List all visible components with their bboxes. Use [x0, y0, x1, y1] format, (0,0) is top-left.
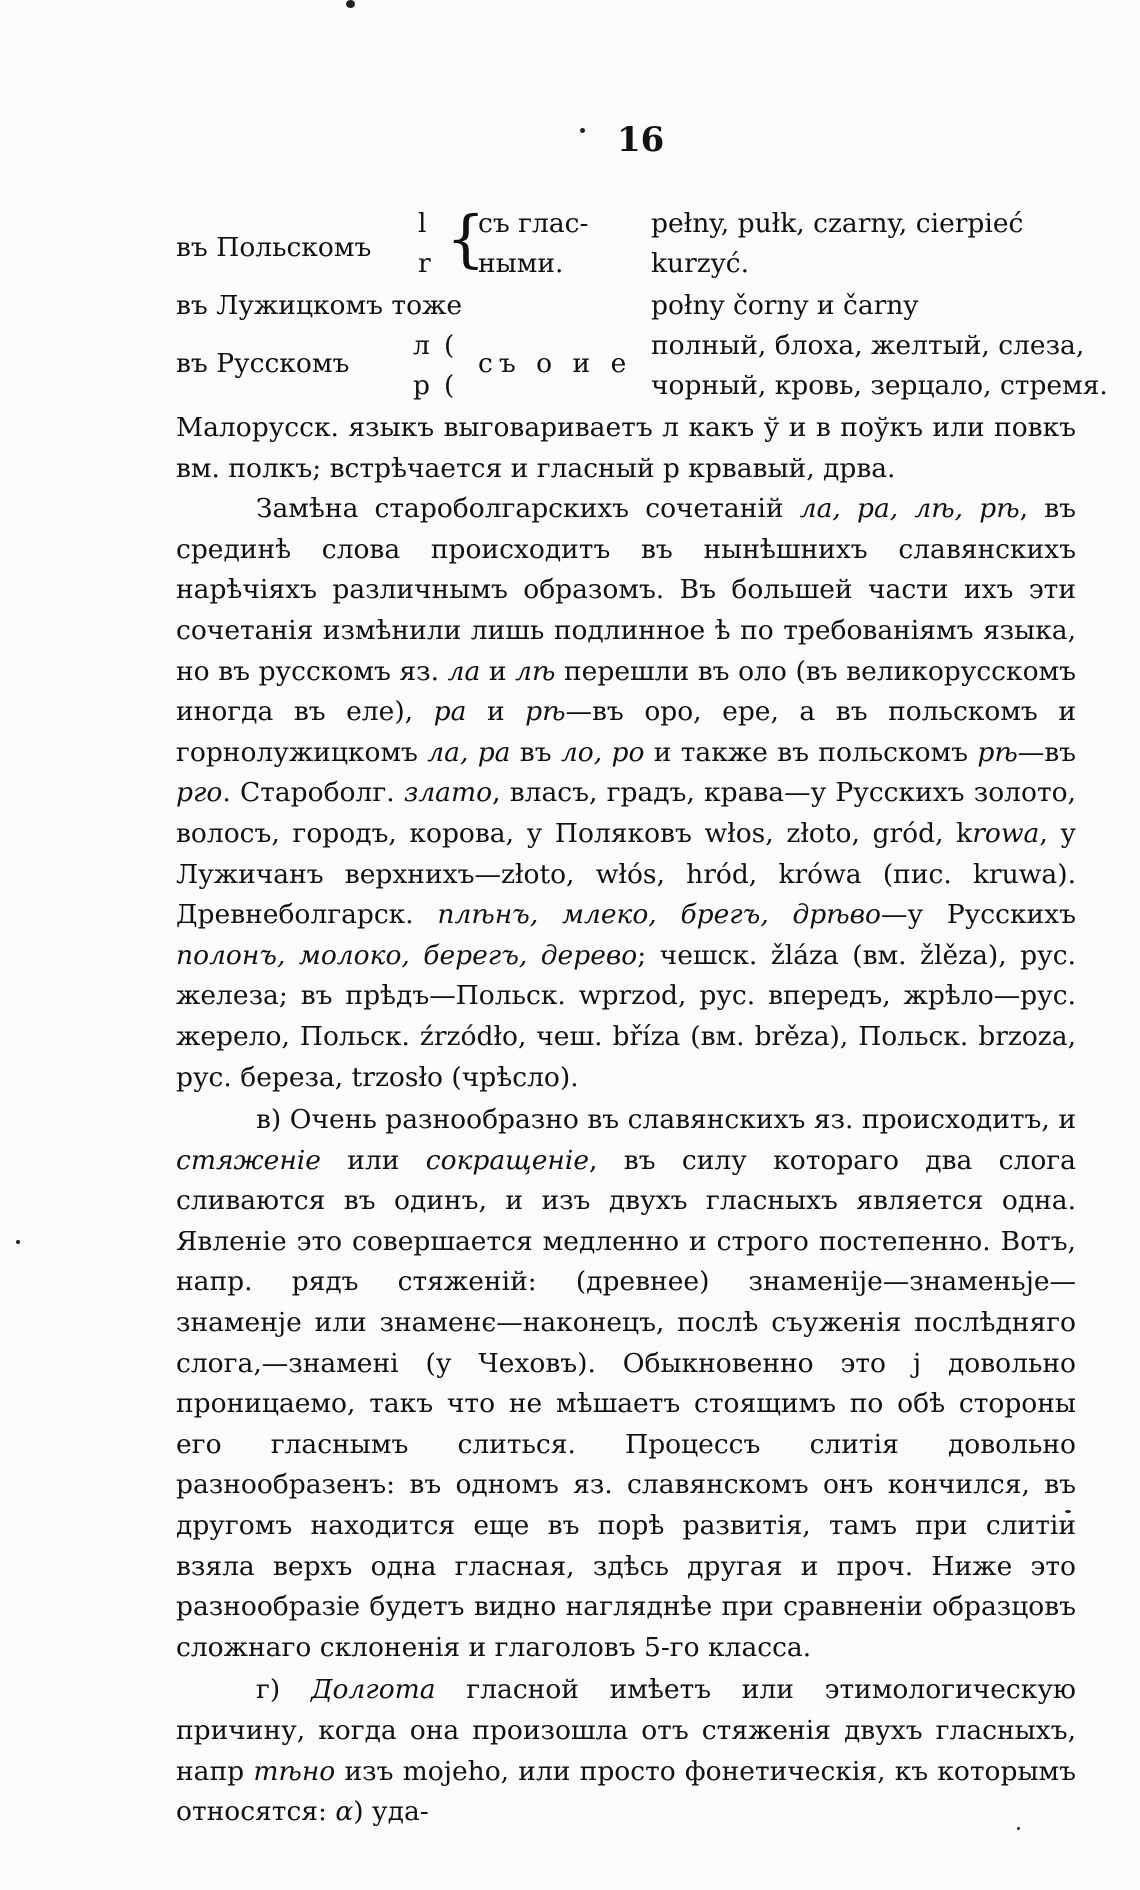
- polish-letter-l: l: [418, 208, 427, 239]
- russian-letter-r: р: [413, 370, 430, 401]
- body-text: [176, 408, 1076, 1833]
- text-run: или: [320, 1144, 426, 1176]
- polish-brace: {: [446, 202, 486, 275]
- italic-run: ла, ра, лѣ, рѣ: [799, 493, 1020, 525]
- text-run: , въ срединѣ слова происходитъ въ нынѣшнихъ славянскихъ нарѣчіяхъ различнымъ образомъ. Въ большей части ихъ эти сочетанія измѣнили лишь подлинное ѣ по требованіямъ языка, но въ русскомъ яз.: [176, 493, 1077, 687]
- italic-run: рго: [176, 777, 223, 809]
- italic-run: полонъ, молоко, берегъ, дерево: [176, 939, 638, 971]
- italic-run: рѣ: [977, 736, 1018, 768]
- text-run: в) Очень разнообразно въ славянскихъ яз. происходитъ, и: [256, 1104, 1076, 1136]
- russian-letter-l: л: [413, 330, 430, 361]
- text-run: и: [466, 696, 526, 728]
- italic-run: злато: [403, 777, 493, 809]
- paragraph-4: [176, 1670, 1076, 1832]
- russian-paren-1: (: [444, 330, 455, 361]
- italic-run: ло, ро: [560, 736, 645, 768]
- russian-paren-2: (: [444, 370, 455, 401]
- text-run: г): [256, 1674, 311, 1706]
- ink-speck: [346, 0, 355, 8]
- text-run: . Староболг.: [222, 777, 404, 809]
- text-run: , власъ, градъ, крава—у Русскихъ золото, волосъ, городъ, корова, у Поляковъ włos, złoto, gród, k: [176, 777, 1076, 849]
- russian-examples-1: полный, блоха, желтый, слеза,: [651, 330, 1085, 361]
- polish-letter-r: r: [418, 248, 431, 279]
- text-run: ) уда-: [353, 1796, 429, 1828]
- italic-run: плѣнъ, млеко, брегъ, дрѣво: [437, 899, 882, 931]
- italic-run: ла: [447, 655, 481, 687]
- russian-vowels: съ о и е: [478, 348, 633, 379]
- text-run: гласной имѣетъ или этимологическую причину, когда она произошла отъ стяженія двухъ гласныхъ, напр: [176, 1674, 1076, 1787]
- lusatian-examples: połny čorny и čarny: [651, 290, 919, 321]
- lusatian-label: въ Лужицкомъ тоже: [176, 290, 463, 321]
- paragraph-1: Малорусск. языкъ выговариваетъ л какъ ў и в поўкъ или повкъ вм. полкъ; встрѣчается и гласный р крвавый, дрва.: [176, 412, 1076, 484]
- polish-vowels-2: ными.: [478, 248, 564, 279]
- russian-label: въ Русскомъ: [176, 348, 350, 379]
- text-run: —въ оро, ере, а въ польскомъ и горнолужицкомъ: [176, 696, 1076, 768]
- text-run: , въ силу котораго два слога сливаются въ одинъ, и изъ двухъ гласныхъ является одна. Явленіе это совершается медленно и строго постепенно. Вотъ, напр. рядъ стяженій: (древнее) знаменіјe—знаменьје—знаменје или знаменє—наконецъ, послѣ съуженія послѣдняго слога,—знамені (у Чеховъ). Обыкновенно это ј довольно проницаемо, такъ что не мѣшаетъ стоящимъ по обѣ стороны его гласнымъ слиться. Процессъ слитія довольно разнообразенъ: въ одномъ яз. славянскомъ онъ кончился, въ другомъ находится еще въ порѣ развитія, тамъ при слитіи взяла верхъ одна гласная, здѣсь другая и проч. Ниже это разнообразіе будетъ видно нагляднѣе при сравненіи образцовъ сложнаго склоненія и глаголовъ 5-го класса.: [176, 1144, 1076, 1663]
- italic-run: лѣ: [515, 655, 556, 687]
- polish-vowels-1: съ глас-: [478, 208, 589, 239]
- text-run: —у Русскихъ: [881, 899, 1076, 931]
- italic-run: ра: [433, 696, 467, 728]
- polish-label: въ Польскомъ: [176, 232, 372, 263]
- italic-run: тѣно: [253, 1755, 336, 1787]
- text-run: и: [480, 655, 516, 687]
- italic-run: сокращеніе: [425, 1144, 590, 1176]
- italic-run: α: [335, 1796, 354, 1828]
- text-run: Замѣна староболгарскихъ сочетаній: [256, 493, 800, 525]
- italic-run: стяженіе: [176, 1144, 321, 1176]
- text-run: —въ: [1017, 736, 1076, 768]
- text-run: въ: [510, 736, 561, 768]
- text-run: и также въ польскомъ: [644, 736, 978, 768]
- text-run: , у Лужичанъ верхнихъ—złoto, włós, hród, krówa (пис. kruwa). Древнеболгарск.: [176, 817, 1076, 931]
- paragraph-3: [176, 1100, 1076, 1668]
- polish-examples-1: pełny, pułk, czarny, cierpieć: [651, 208, 1024, 239]
- text-run: ; чешск. žláza (вм. žlěza), рус. железа; въ прѣдъ—Польск. wprzod, рус. впередъ, жрѣло—рус. жерело, Польск. źrzódło, чеш. bříza (вм. brěza), Польск. brzoza, рус. береза, trzosło (чрѣсло).: [176, 939, 1076, 1093]
- ink-speck: [16, 1240, 20, 1244]
- paragraph-2: [176, 489, 1076, 1098]
- russian-examples-2: чорный, кровь, зерцало, стремя.: [651, 370, 1108, 401]
- italic-run: рѣ: [525, 696, 566, 728]
- ink-speck: [580, 128, 585, 133]
- italic-run: ла, ра: [427, 736, 511, 768]
- polish-examples-2: kurzyć.: [651, 248, 749, 279]
- italic-run: Долгота: [310, 1674, 436, 1706]
- text-run: перешли въ оло (въ великорусскомъ иногда въ еле),: [176, 655, 1077, 728]
- text-run: изъ mojeho, или просто фонетическія, къ которымъ относятся:: [176, 1755, 1077, 1828]
- italic-run: rowa: [972, 817, 1040, 849]
- page-number: 16: [617, 120, 665, 160]
